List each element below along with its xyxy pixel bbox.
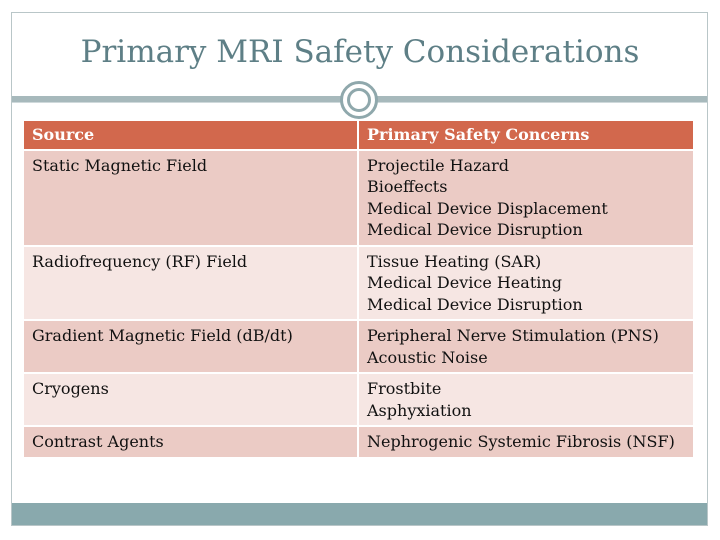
concern-item: Bioeffects [367, 177, 448, 196]
table-header-row [23, 120, 694, 150]
header-concerns: Primary Safety Concerns [358, 120, 694, 150]
concern-item: Peripheral Nerve Stimulation (PNS) [367, 326, 659, 345]
cell-source: Static Magnetic Field [23, 150, 358, 246]
concern-item: Medical Device Disruption [367, 294, 583, 314]
slide-title: Primary MRI Safety Considerations [80, 34, 640, 70]
cell-concerns [358, 426, 694, 458]
concern-item: Medical Device Heating [367, 273, 562, 292]
cell-source: Cryogens [23, 373, 358, 426]
cell-concerns [358, 246, 694, 321]
concern-item: Medical Device Displacement [367, 198, 608, 218]
concern-item: Acoustic Noise [367, 347, 488, 367]
cell-source: Gradient Magnetic Field (dB/dt) [23, 320, 358, 373]
cell-concerns [358, 373, 694, 426]
table-row [23, 373, 694, 426]
safety-table [22, 119, 695, 459]
table-row [23, 426, 694, 458]
concern-item: Frostbite [367, 379, 442, 398]
concern-item: Asphyxiation [367, 400, 472, 420]
circle-ornament-inner [347, 88, 371, 112]
cell-concerns [358, 150, 694, 246]
header-source: Source [23, 120, 358, 150]
concern-item: Projectile Hazard [367, 155, 510, 175]
concern-item: Nephrogenic Systemic Fibrosis (NSF) [367, 432, 675, 451]
cell-source: Contrast Agents [23, 426, 358, 458]
cell-concerns [358, 320, 694, 373]
cell-source: Radiofrequency (RF) Field [23, 246, 358, 321]
circle-ornament-icon [340, 81, 378, 119]
concern-item: Medical Device Disruption [367, 220, 583, 239]
table-row [23, 150, 694, 246]
table-row [23, 320, 694, 373]
concern-item: Tissue Heating (SAR) [367, 251, 542, 271]
table-row [23, 246, 694, 321]
footer-bar [12, 503, 707, 525]
